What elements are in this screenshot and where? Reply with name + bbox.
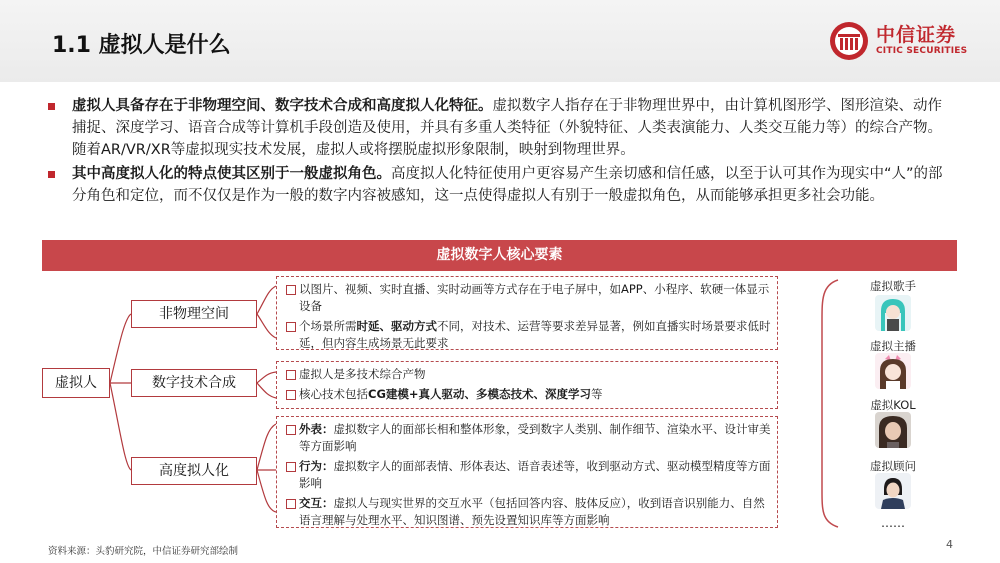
singer-avatar-icon <box>875 295 911 331</box>
detail-item: 核心技术包括CG建模+真人驱动、多模态技术、深度学习等 <box>283 386 771 403</box>
role-label-streamer: 虚拟主播 <box>870 339 916 353</box>
checkbox-icon <box>286 285 296 295</box>
bullet-square-icon <box>48 171 55 178</box>
advisor-avatar-icon <box>875 473 911 509</box>
branch-label: 数字技术合成 <box>152 375 236 391</box>
bullet-1 <box>48 95 948 161</box>
checkbox-icon <box>286 370 296 380</box>
bullet-2-bold: 其中高度拟人化的特点使其区别于一般虚拟角色。 <box>72 166 391 182</box>
branch-label: 高度拟人化 <box>159 463 229 479</box>
detail-item: 以图片、视频、实时直播、实时动画等方式存在于电子屏中，如APP、小程序、软硬一体显示设备 <box>283 281 771 315</box>
root-node-label: 虚拟人 <box>55 375 97 391</box>
kol-avatar-icon <box>875 412 911 448</box>
checkbox-icon <box>286 322 296 332</box>
more-roles-ellipsis: …… <box>881 516 905 530</box>
bullet-1-bold: 虚拟人具备存在于非物理空间、数字技术合成和高度拟人化特征。 <box>72 98 493 114</box>
citic-logo <box>828 20 978 64</box>
detail-box-digital-synthesis <box>276 361 778 409</box>
detail-item: 虚拟人是多技术综合产物 <box>283 366 771 383</box>
detail-item: 个场景所需时延、驱动方式不同，对技术、运营等要求差异显著，例如直播实时场景要求低时延，但内容生成场景无此要求 <box>283 318 771 352</box>
slide-title: 1.1 虚拟人是什么 <box>52 33 231 58</box>
role-label-kol: 虚拟KOL <box>870 398 916 412</box>
branch-label: 非物理空间 <box>159 306 229 322</box>
detail-box-anthropomorphic <box>276 416 778 528</box>
root-node <box>42 368 110 398</box>
bullet-2-text: 高度拟人化特征使用户更容易产生亲切感和信任感，以至于认可其作为现实中“人”的部分角色和定位，而不仅仅是作为一般的数字内容被感知，这一点使得虚拟人有别于一般虚拟角色，从而能够承担更多社会功能。 <box>72 166 943 204</box>
logo-text-en: CITIC SECURITIES <box>876 46 968 56</box>
branch-node-non-physical <box>131 300 257 328</box>
streamer-avatar-icon <box>875 353 911 389</box>
page-number: 4 <box>946 538 953 551</box>
detail-item: 交互：虚拟人与现实世界的交互水平（包括回答内容、肢体反应），收到语音识别能力、自然语言理解与处理水平、知识图谱、预先设置知识库等方面影响 <box>283 495 771 529</box>
branch-node-digital-synthesis <box>131 369 257 397</box>
bullet-1-text: 虚拟数字人指存在于非物理世界中，由计算机图形学、图形渲染、动作捕捉、深度学习、语音合成等计算机手段创造及使用，并具有多重人类特征（外貌特征、人类表演能力、人类交互能力等）的综合产物。随着AR/VR/XR等虚拟现实技术发展，虚拟人或将摆脱虚拟形象限制，映射到物理世界。 <box>72 98 942 158</box>
checkbox-icon <box>286 425 296 435</box>
citic-emblem-icon <box>828 20 870 62</box>
logo-text-cn: 中信证券 <box>876 24 957 46</box>
detail-item: 行为：虚拟数字人的面部表情、形体表达、语音表述等，收到驱动方式、驱动模型精度等方面影响 <box>283 458 771 492</box>
source-note: 资料来源：头豹研究院，中信证券研究部绘制 <box>48 546 239 557</box>
bullet-square-icon <box>48 103 55 110</box>
detail-box-non-physical <box>276 276 778 350</box>
checkbox-icon <box>286 462 296 472</box>
slide-header <box>0 0 1000 82</box>
branch-node-anthropomorphic <box>131 457 257 485</box>
checkbox-icon <box>286 390 296 400</box>
detail-item: 外表：虚拟数字人的面部长相和整体形象，受到数字人类别、制作细节、渲染水平、设计审美等方面影响 <box>283 421 771 455</box>
role-label-singer: 虚拟歌手 <box>870 279 916 293</box>
bullet-2 <box>48 163 948 207</box>
role-label-advisor: 虚拟顾问 <box>870 459 916 473</box>
checkbox-icon <box>286 499 296 509</box>
panel-divider <box>42 270 957 271</box>
panel-title: 虚拟数字人核心要素 <box>42 240 957 270</box>
